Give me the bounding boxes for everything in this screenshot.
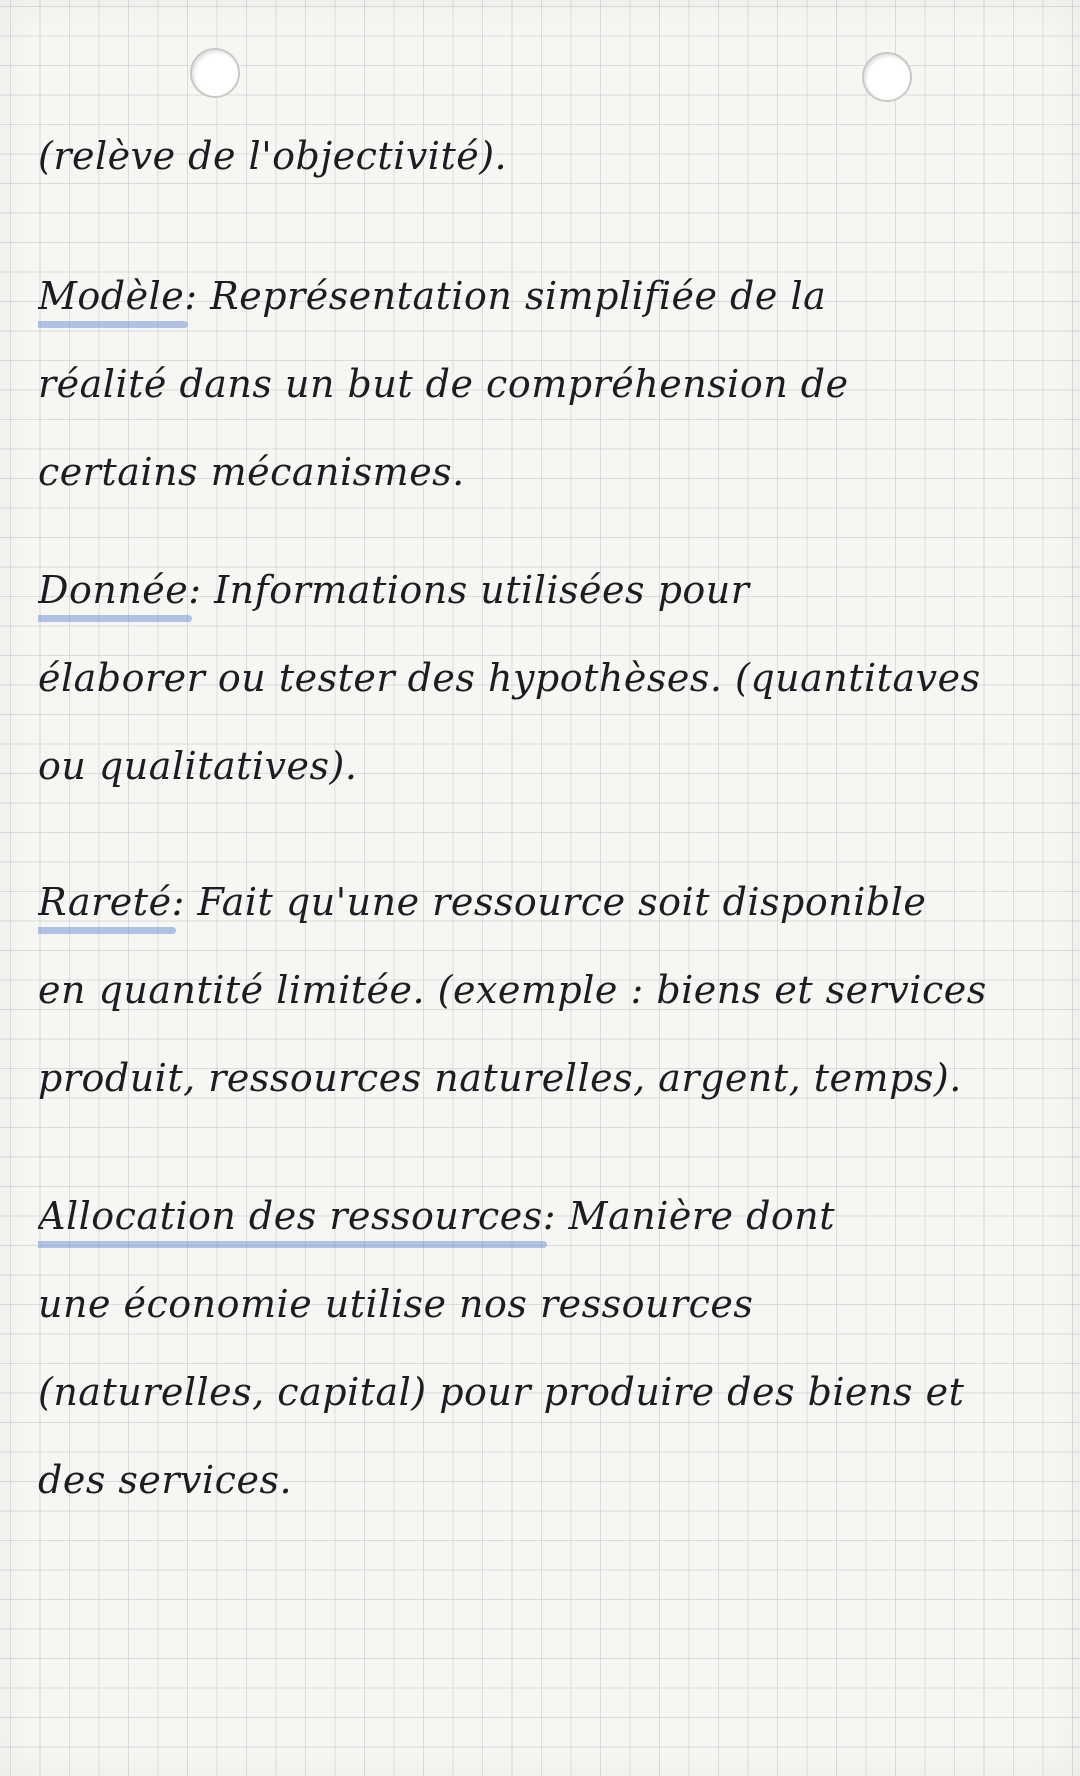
term-rarete: Rareté xyxy=(38,858,172,946)
separator: : xyxy=(171,880,185,924)
definition-line: ou qualitatives). xyxy=(38,744,358,788)
separator: : xyxy=(188,568,202,612)
definition-line xyxy=(38,858,1048,946)
separator: : xyxy=(542,1194,557,1238)
definition-modele xyxy=(38,252,1048,516)
definition-allocation xyxy=(38,1172,1048,1524)
definition-text: Représentation simplifiée de la xyxy=(197,274,827,318)
definition-line: une économie utilise nos ressources xyxy=(38,1282,754,1326)
punch-hole-right xyxy=(862,52,912,102)
definition-line: en quantité limitée. (exemple : biens et services xyxy=(38,968,987,1012)
definition-line: des services. xyxy=(38,1458,293,1502)
intro-note xyxy=(38,112,1048,200)
definition-line xyxy=(38,546,1048,634)
intro-line: (relève de l'objectivité). xyxy=(38,134,508,178)
term-allocation: Allocation des ressources xyxy=(38,1172,543,1260)
definition-line: certains mécanismes. xyxy=(38,450,465,494)
definition-text: Manière dont xyxy=(556,1194,836,1238)
term-modele: Modèle xyxy=(38,252,184,340)
definition-line xyxy=(38,252,1048,340)
definition-donnee xyxy=(38,546,1048,810)
definition-line: élaborer ou tester des hypothèses. (quantitaves xyxy=(38,656,981,700)
separator: : xyxy=(184,274,198,318)
definition-text: Informations utilisées pour xyxy=(201,568,750,612)
definition-text: Fait qu'une ressource soit disponible xyxy=(184,880,927,924)
definition-rarete xyxy=(38,858,1048,1122)
definition-line: réalité dans un but de compréhension de xyxy=(38,362,849,406)
term-donnee: Donnée xyxy=(38,546,188,634)
punch-hole-left xyxy=(190,48,240,98)
definition-line: (naturelles, capital) pour produire des biens et xyxy=(38,1370,965,1414)
definition-line xyxy=(38,1172,1048,1260)
definition-line: produit, ressources naturelles, argent, temps). xyxy=(38,1056,962,1100)
